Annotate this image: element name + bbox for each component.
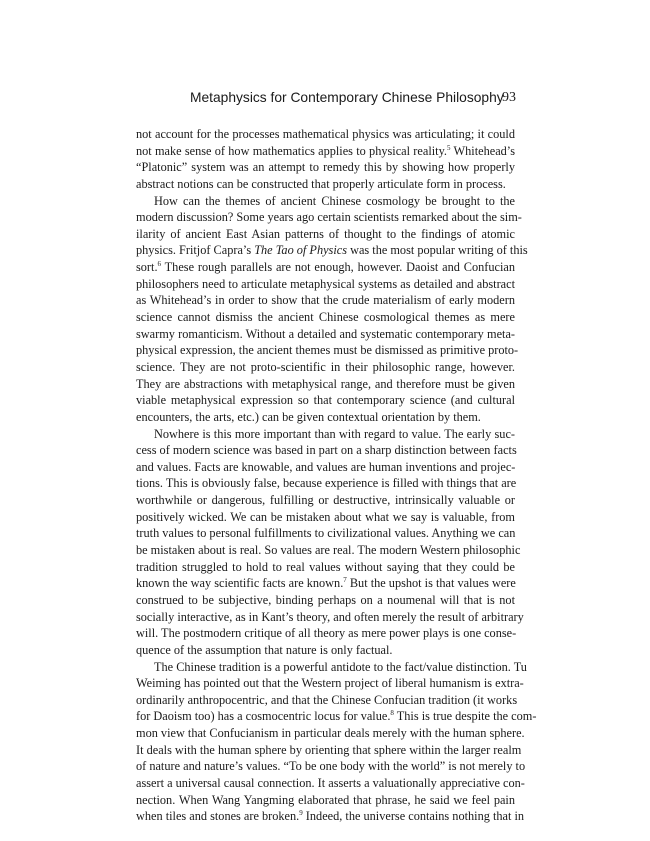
line-text: physical expression, the ancient themes must be dismissed as primitive proto- [136,343,519,358]
line-text: Weiming has pointed out that the Western project of liberal humanism is extra- [136,676,524,691]
line-text: quence of the assumption that nature is only factual. [136,642,393,657]
line-text: science. They are not proto-scientific in their philosophic range, however. [136,359,515,374]
text-line [136,193,515,210]
text-line [136,409,515,426]
line-text: truth values to personal fulfillments to civilizational values. Anything we can [136,526,516,541]
text-line [136,642,515,659]
body-text [136,126,537,825]
footnote-marker[interactable]: 7 [343,576,347,585]
text-line [136,775,525,792]
text-line [136,692,518,709]
line-text: They are abstractions with metaphysical range, and therefore must be given [136,376,515,391]
text-line [136,559,515,576]
line-text: modern discussion? Some years ago certain scientists remarked about the sim- [136,210,522,225]
text-line [136,326,515,343]
footnote-marker[interactable]: 9 [299,809,303,818]
text-line [136,742,522,759]
line-text: Nowhere is this more important than with regard to value. The early suc- [154,426,515,441]
text-line [136,242,528,259]
text-line [136,509,515,526]
text-line [136,525,515,542]
text-line [136,143,515,160]
line-text: mon view that Confucianism in particular deals merely with the human sphere. [136,726,525,741]
text-line [136,392,515,409]
text-line [136,126,515,143]
line-text: will. The postmodern critique of all theory as mere power plays is one conse- [136,626,517,641]
text-line [136,226,515,243]
text-line [136,758,526,775]
text-line [136,792,515,809]
line-text: nection. When Wang Yangming elaborated that phrase, he said we feel pain [136,792,515,807]
line-text-continued: Indeed, the universe contains nothing that in [302,809,525,824]
text-line [136,276,515,293]
text-line [136,675,524,692]
line-text: It deals with the human sphere by orienting that sphere within the larger realm [136,742,522,757]
text-line [136,475,515,492]
text-line [136,575,515,592]
line-text: abstract notions can be constructed that properly articulate form in process. [136,176,506,191]
line-text: worthwhile or dangerous, fulfilling or destructive, intrinsically valuable or [136,493,515,508]
text-line [136,708,537,725]
line-text: tions. This is obviously false, because experience is filled with things that are [136,476,517,491]
line-text: viable metaphysical expression so that contemporary science (and cultural [136,393,515,408]
book-title: The Tao of Physics [254,243,347,258]
line-text: as Whitehead’s in order to show that the crude materialism of early modern [136,293,515,308]
line-text-continued: was the most popular writing of this [347,243,528,258]
text-line [136,808,525,825]
line-text: when tiles and stones are broken. [136,809,300,824]
text-line [136,309,515,326]
text-line [136,259,515,276]
line-text: science cannot dismiss the ancient Chinese cosmological themes as mere [136,310,515,325]
line-text: socially interactive, as in Kant’s theory, and often merely the result of arbitrary [136,609,524,624]
line-text: not make sense of how mathematics applies to physical reality. [136,143,447,158]
text-line [136,725,525,742]
text-line [136,609,524,626]
line-text: sort. [136,260,158,275]
page-number: 93 [502,90,516,105]
line-text: The Chinese tradition is a powerful antidote to the fact/value distinction. Tu [154,659,527,674]
line-text: assert a universal causal connection. It asserts a valuationally appreciative con- [136,775,525,790]
line-text-continued: Whitehead’s [450,143,516,158]
line-text-continued: This is true despite the com- [393,709,537,724]
line-text: “Platonic” system was an attempt to remedy this by showing how properly [136,160,515,175]
footnote-marker[interactable]: 5 [447,143,451,152]
line-text: known the way scientific facts are known. [136,576,344,591]
text-line [136,625,515,642]
line-text: of nature and nature’s values. “To be one body with the world” is not merely to [136,759,526,774]
text-line [136,442,515,459]
line-text: ordinarily anthropocentric, and that the Chinese Confucian tradition (it works [136,692,518,707]
line-text-continued: But the upshot is that values were [346,576,516,591]
text-line [136,376,515,393]
line-text: be mistaken about is real. So values are real. The modern Western philosophic [136,543,521,558]
line-text: not account for the processes mathematical physics was articulating; it could [136,127,515,141]
footnote-marker[interactable]: 8 [390,709,394,718]
text-line [136,659,527,676]
line-text: ilarity of ancient East Asian patterns of thought to the findings of atomic [136,226,515,241]
line-text: cess of modern science was based in part on a sharp distinction between facts [136,443,517,458]
text-line [136,492,515,509]
line-text: and values. Facts are knowable, and values are human inventions and projec- [136,459,516,474]
line-text: swarmy romanticism. Without a detailed and systematic contemporary meta- [136,326,515,341]
line-text: construed to be subjective, binding perhaps on a noumenal will that is not [136,592,515,607]
text-line [136,359,515,376]
line-text: How can the themes of ancient Chinese cosmology be brought to the [154,193,515,208]
line-text: for Daoism too) has a cosmocentric locus for value. [136,709,391,724]
line-text: positively wicked. We can be mistaken about what we say is valuable, from [136,509,515,524]
text-line [136,342,519,359]
text-line [136,542,521,559]
text-line [136,292,515,309]
running-head [190,90,516,112]
line-text: physics. Fritjof Capra’s [136,243,255,258]
line-text: philosophers need to articulate metaphysical systems as detailed and abstract [136,276,515,291]
text-line [136,209,522,226]
footnote-marker[interactable]: 6 [157,260,162,269]
line-text: tradition struggled to hold to real values without saying that they could be [136,559,515,574]
text-line [136,426,515,443]
running-head-title: Metaphysics for Contemporary Chinese Philosophy [190,90,504,105]
text-line [136,592,515,609]
line-text: encounters, the arts, etc.) can be given contextual orientation by them. [136,409,481,424]
line-text-continued: These rough parallels are not enough, however. Daoist and Confucian [161,260,515,275]
text-line [136,159,515,176]
text-line [136,176,515,193]
text-line [136,459,515,476]
